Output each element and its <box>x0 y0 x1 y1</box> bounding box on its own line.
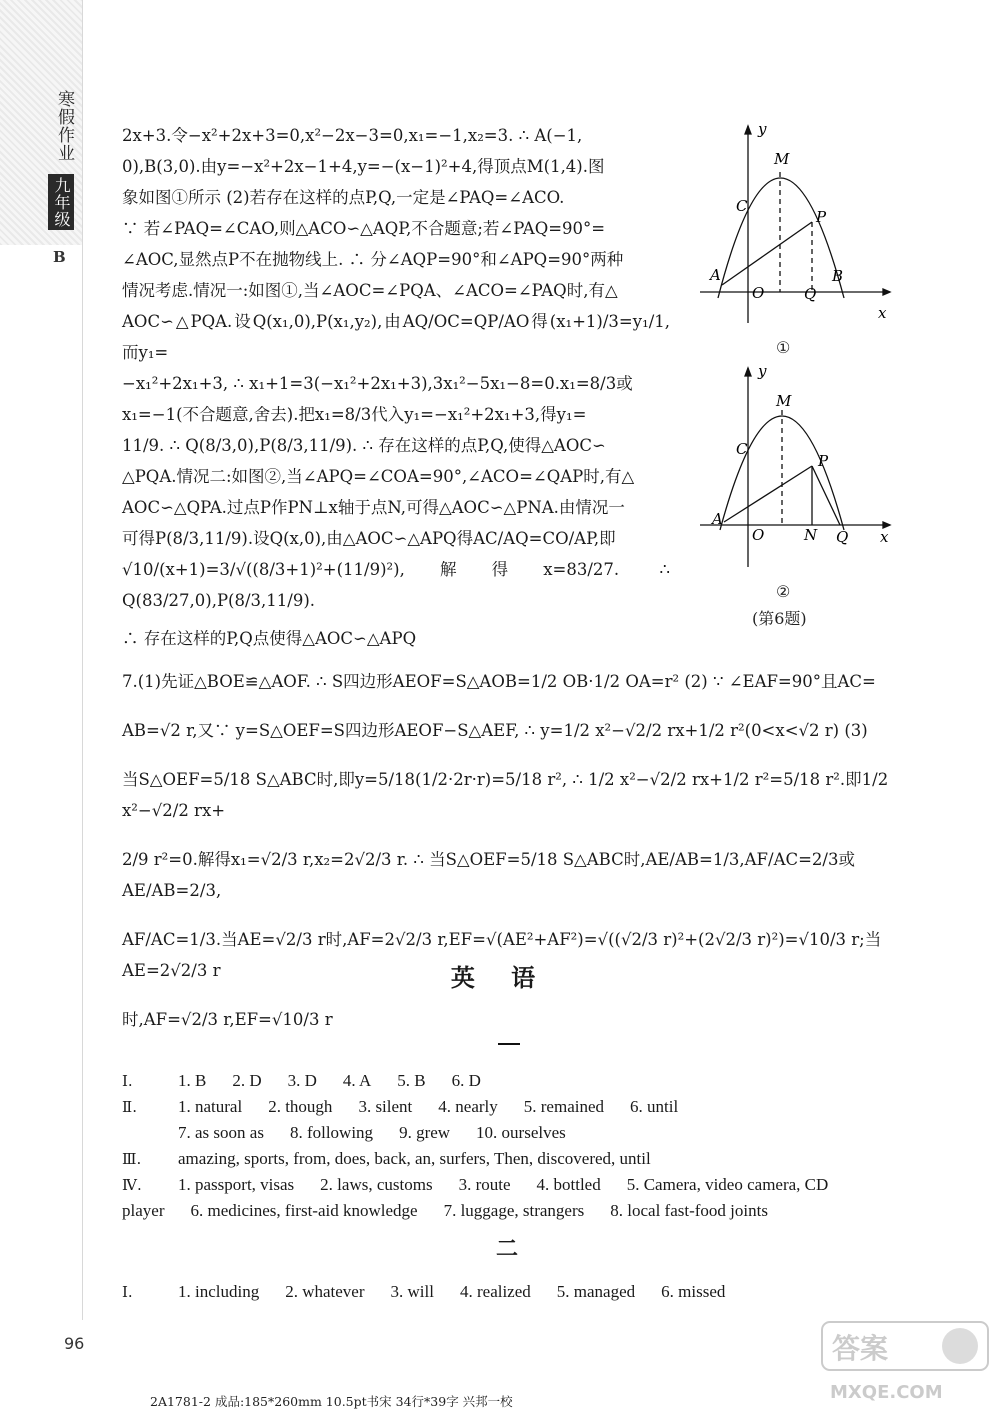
section-1-mark <box>498 1043 520 1045</box>
answer-item: 7. as soon as <box>178 1123 264 1142</box>
answer-row <box>122 1172 828 1198</box>
answer-row <box>122 1068 828 1094</box>
answer-item: 5. Camera, video camera, CD <box>626 1175 829 1194</box>
math-line: 时,AF=√2/3 r,EF=√10/3 r <box>122 1010 333 1029</box>
y-axis-arrow <box>745 368 751 376</box>
label-y: y <box>758 120 767 138</box>
answer-item: 2. D <box>232 1071 262 1090</box>
row-label: Ⅰ. <box>122 1283 133 1301</box>
answer-item: 1. passport, visas <box>178 1175 295 1194</box>
math-line: ∴ 存在这样的P,Q点使得△AOC∽△APQ <box>122 629 417 648</box>
math-line: 可得P(8/3,11/9).设Q(x,0),由△AOC∽△APQ得AC/AQ=CO/AP,即 <box>122 529 616 548</box>
answer-item: 2. laws, customs <box>320 1175 433 1194</box>
answer-item: 2. though <box>268 1097 333 1116</box>
label-a: A <box>712 510 723 528</box>
answer-item: 10. ourselves <box>476 1123 566 1142</box>
answer-row <box>122 1094 828 1120</box>
answer-item: amazing, sports, from, does, back, an, surfers, Then, discovered, until <box>178 1149 651 1168</box>
segment-ap <box>722 222 812 285</box>
answer-row <box>122 1146 828 1172</box>
answer-item: 6. missed <box>661 1282 726 1301</box>
math-line: 2/9 r²=0.解得x₁=√2/3 r,x₂=2√2/3 r. ∴ 当S△OEF=5/18 S△ABC时,AE/AB=1/3,AF/AC=2/3或AE/AB=2/3, <box>122 850 855 900</box>
answer-item: 6. medicines, first-aid knowledge <box>190 1201 418 1220</box>
label-a: A <box>710 266 721 284</box>
row-label: Ⅲ. <box>122 1150 142 1168</box>
answer-item: 5. remained <box>523 1097 605 1116</box>
math-line: AOC∽△PQA.设Q(x₁,0),P(x₁,y₂),由AQ/OC=QP/AO得(x₁+1)/3=y₁/1,而y₁= <box>122 312 670 362</box>
svg-text:MXQE.COM: MXQE.COM <box>830 1382 943 1403</box>
answer-item: 4. realized <box>459 1282 531 1301</box>
answer-item: 3. will <box>390 1282 434 1301</box>
answer-item: 1. including <box>178 1282 260 1301</box>
label-y: y <box>758 362 767 380</box>
math-line: 当S△OEF=5/18 S△ABC时,即y=5/18(1/2·2r·r)=5/18 r², ∴ 1/2 x²−√2/2 rx+1/2 r²=5/18 r².即1/2 x²−√2/2 rx+ <box>122 770 889 820</box>
answer-row <box>122 1120 828 1146</box>
section-2-label: 二 <box>496 1237 519 1262</box>
english-section-title: 英 语 <box>450 964 550 992</box>
label-c: C <box>736 440 748 458</box>
label-p: P <box>816 208 827 226</box>
math-line: 2x+3.令−x²+2x+3=0,x²−2x−3=0,x₁=−1,x₂=3. ∴ A(−1, <box>122 126 583 145</box>
math-line: ∵ 若∠PAQ=∠CAO,则△ACO∽△AQP,不合题意;若∠PAQ=90°= <box>122 219 606 238</box>
math-line: ∠AOC,显然点P不在抛物线上. ∴ 分∠AQP=90°和∠APQ=90°两种 <box>122 250 624 269</box>
answer-item: 5. B <box>397 1071 426 1090</box>
math-solution-column <box>122 120 670 616</box>
label-n: N <box>804 526 818 544</box>
x-axis-arrow <box>883 289 890 295</box>
answer-item: 4. bottled <box>536 1175 601 1194</box>
math-line: 0),B(3,0).由y=−x²+2x−1+4,y=−(x−1)²+4,得顶点M(1,4).图 <box>122 157 605 176</box>
label-q: Q <box>836 528 849 546</box>
answer-item: 5. managed <box>556 1282 636 1301</box>
math-line: 情况考虑.情况一:如图①,当∠AOC=∠PQA、∠ACO=∠PAQ时,有△ <box>122 281 618 300</box>
label-o: O <box>752 284 765 302</box>
parabola-curve <box>718 178 844 298</box>
answer-item: 6. D <box>451 1071 481 1090</box>
label-q: Q <box>804 285 817 303</box>
edition-letter: B <box>53 248 66 266</box>
svg-text:答案: 答案 <box>832 1332 889 1365</box>
label-m: M <box>776 392 792 410</box>
answer-item: 4. A <box>342 1071 372 1090</box>
margin-line <box>82 0 83 1320</box>
row-label: Ⅱ. <box>122 1098 137 1116</box>
row-label: Ⅳ. <box>122 1176 142 1194</box>
math-line: AOC∽△QPA.过点P作PN⊥x轴于点N,可得△AOC∽△PNA.由情况一 <box>122 498 625 517</box>
row-label: Ⅰ. <box>122 1072 133 1090</box>
math-line: x₁=−1(不合题意,舍去).把x₁=8/3代入y₁=−x₁²+2x₁+3,得y₁= <box>122 405 587 424</box>
answer-item: 2. whatever <box>285 1282 365 1301</box>
watermark-logo <box>820 1318 990 1404</box>
english-section-1 <box>122 1068 828 1224</box>
label-x: x <box>880 528 889 546</box>
parabola-figure-2 <box>690 362 900 577</box>
answer-item: 7. luggage, strangers <box>443 1201 585 1220</box>
math-line: AB=√2 r,又∵ y=S△OEF=S四边形AEOF−S△AEF, ∴ y=1/2 x²−√2/2 rx+1/2 r²(0<x<√2 r) (3) <box>122 721 868 740</box>
label-o: O <box>752 526 765 544</box>
label-p: P <box>818 452 829 470</box>
answer-row <box>122 1198 828 1224</box>
label-b: B <box>832 267 844 285</box>
math-line: 11/9. ∴ Q(8/3,0),P(8/3,11/9). ∴ 存在这样的点P,Q,使得△AOC∽ <box>122 436 606 455</box>
math-line: △PQA.情况二:如图②,当∠APQ=∠COA=90°,∠ACO=∠QAP时,有△ <box>122 467 635 486</box>
answer-item: 1. natural <box>178 1097 243 1116</box>
label-x: x <box>878 304 887 322</box>
answer-row <box>122 1279 751 1305</box>
answer-item: 6. until <box>630 1097 679 1116</box>
page-number: 96 <box>64 1334 85 1353</box>
answer-item: 8. following <box>289 1123 374 1142</box>
parabola-figure-1 <box>690 118 900 333</box>
answer-item: 9. grew <box>399 1123 451 1142</box>
answer-item: 3. D <box>287 1071 317 1090</box>
math-line: 7.(1)先证△BOE≌△AOF. ∴ S四边形AEOF=S△AOB=1/2 OB·1/2 OA=r² (2) ∵ ∠EAF=90°且AC= <box>122 672 876 691</box>
math-line: √10/(x+1)=3/√((8/3+1)²+(11/9)²),解得x=83/27. ∴ Q(83/27,0),P(8/3,11/9). <box>122 560 670 610</box>
answer-item: 8. local fast-food joints <box>610 1201 768 1220</box>
answer-item: 3. silent <box>358 1097 413 1116</box>
y-axis-arrow <box>745 126 751 134</box>
answer-item: 1. B <box>178 1071 207 1090</box>
label-c: C <box>736 197 748 215</box>
label-m: M <box>774 150 790 168</box>
print-footer: 2A1781-2 成品:185*260mm 10.5pt书宋 34行*39字 兴邦一校 <box>150 1394 513 1409</box>
answer-item: 3. route <box>458 1175 511 1194</box>
english-section-2 <box>122 1279 751 1305</box>
math-line: 象如图①所示 (2)若存在这样的点P,Q,一定是∠PAQ=∠ACO. <box>122 188 565 207</box>
math-line: −x₁²+2x₁+3, ∴ x₁+1=3(−x₁²+2x₁+3),3x₁²−5x₁−8=0.x₁=8/3或 <box>122 374 633 393</box>
grade-badge: 九年级 <box>48 174 74 230</box>
math-line: AF/AC=1/3.当AE=√2/3 r时,AF=2√2/3 r,EF=√(AE²+AF²)=√((√2/3 r)²+(2√2/3 r)²)=√10/3 r;当AE=2√2/3 r <box>122 930 882 980</box>
figure-1-caption: ① <box>776 338 791 357</box>
figure-2-caption: ② <box>776 582 791 601</box>
book-title: 寒假作业 <box>54 90 74 162</box>
answer-item: 4. nearly <box>438 1097 498 1116</box>
problem-6-caption: (第6题) <box>752 609 807 628</box>
answer-item: player <box>122 1201 165 1220</box>
